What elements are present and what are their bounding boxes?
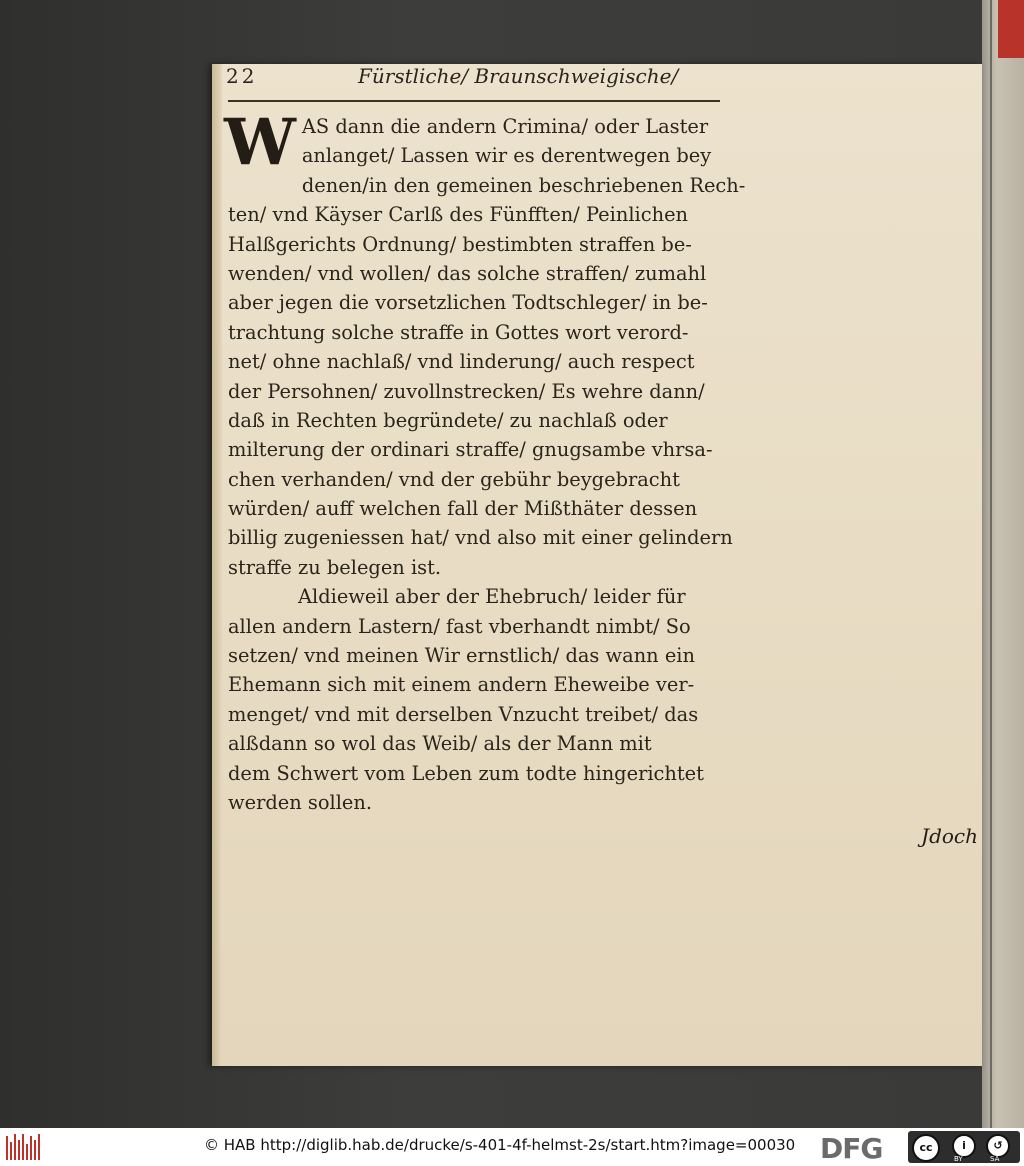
text-line: würden/ auff welchen fall der Mißthäter dessen [228,497,698,521]
text-line: Ehemann sich mit einem andern Eheweibe ver- [228,673,695,697]
bookmark-marker [998,0,1024,58]
text-line: setzen/ vnd meinen Wir ernstlich/ das wann ein [228,644,695,668]
text-line: aber jegen die vorsetzlichen Todtschleger/ in be- [228,291,708,315]
header-rule [228,100,720,102]
viewer-footer [0,1128,1024,1166]
sa-icon: ↺ [986,1134,1010,1158]
paragraph-start-line: Aldieweil aber der Ehebruch/ leider für [298,585,686,609]
text-line: AS dann die andern Crimina/ oder Laster [301,115,709,138]
license-badge[interactable] [908,1131,1020,1163]
text-line: ten/ vnd Käyser Carlß des Fünfften/ Peinlichen [228,203,689,227]
page-edge-line [990,0,992,1128]
adjacent-page-edge [982,0,1024,1128]
running-head: Fürstliche/ Braunschweigische/ [358,64,679,88]
source-link[interactable]: © HAB http://diglib.hab.de/drucke/s-401-4f-helmst-2s/start.htm?image=00030 [204,1136,796,1154]
text-line: denen/in den gemeinen beschriebenen Rech- [301,173,746,197]
text-line: werden sollen. [228,790,373,814]
sa-label: SA [990,1155,1000,1163]
cc-icon: cc [912,1134,940,1162]
text-line: straffe zu belegen ist. [228,555,442,579]
text-line: menget/ vnd mit derselben Vnzucht treibet/ das [228,702,699,726]
text-line: chen verhanden/ vnd der gebühr beygebracht [228,467,680,491]
text-line: billig zugeniessen hat/ vnd also mit einer gelindern [228,526,733,550]
text-line: Halßgerichts Ordnung/ bestimbten straffen be- [228,232,692,256]
text-line: allen andern Lastern/ fast vberhandt nimbt/ So [228,614,691,638]
text-line: trachtung solche straffe in Gottes wort verord- [228,320,689,344]
text-line: wenden/ vnd wollen/ das solche straffen/ zumahl [228,261,707,285]
by-icon: i [952,1134,976,1158]
by-label: BY [954,1155,963,1163]
page-number: 22 [226,64,258,88]
text-line: net/ ohne nachlaß/ vnd linderung/ auch respect [228,350,695,374]
catchword: Jdoch [921,824,978,848]
body-text [224,105,746,817]
text-line: daß in Rechten begründete/ zu nachlaß oder [228,408,668,432]
page-header [226,64,726,94]
drop-initial: W [224,105,296,180]
text-line: der Persohnen/ zuvollnstrecken/ Es wehre dann/ [228,379,705,403]
hab-barcode-logo-icon[interactable] [4,1132,46,1162]
text-line: dem Schwert vom Leben zum todte hingerichtet [228,761,704,785]
text-line: anlanget/ Lassen wir es derentwegen bey [301,144,712,168]
text-line: alßdann so wol das Weib/ als der Mann mit [228,732,652,756]
dfg-logo[interactable]: DFG [820,1132,883,1165]
text-line: milterung der ordinari straffe/ gnugsambe vhrsa- [228,438,713,462]
